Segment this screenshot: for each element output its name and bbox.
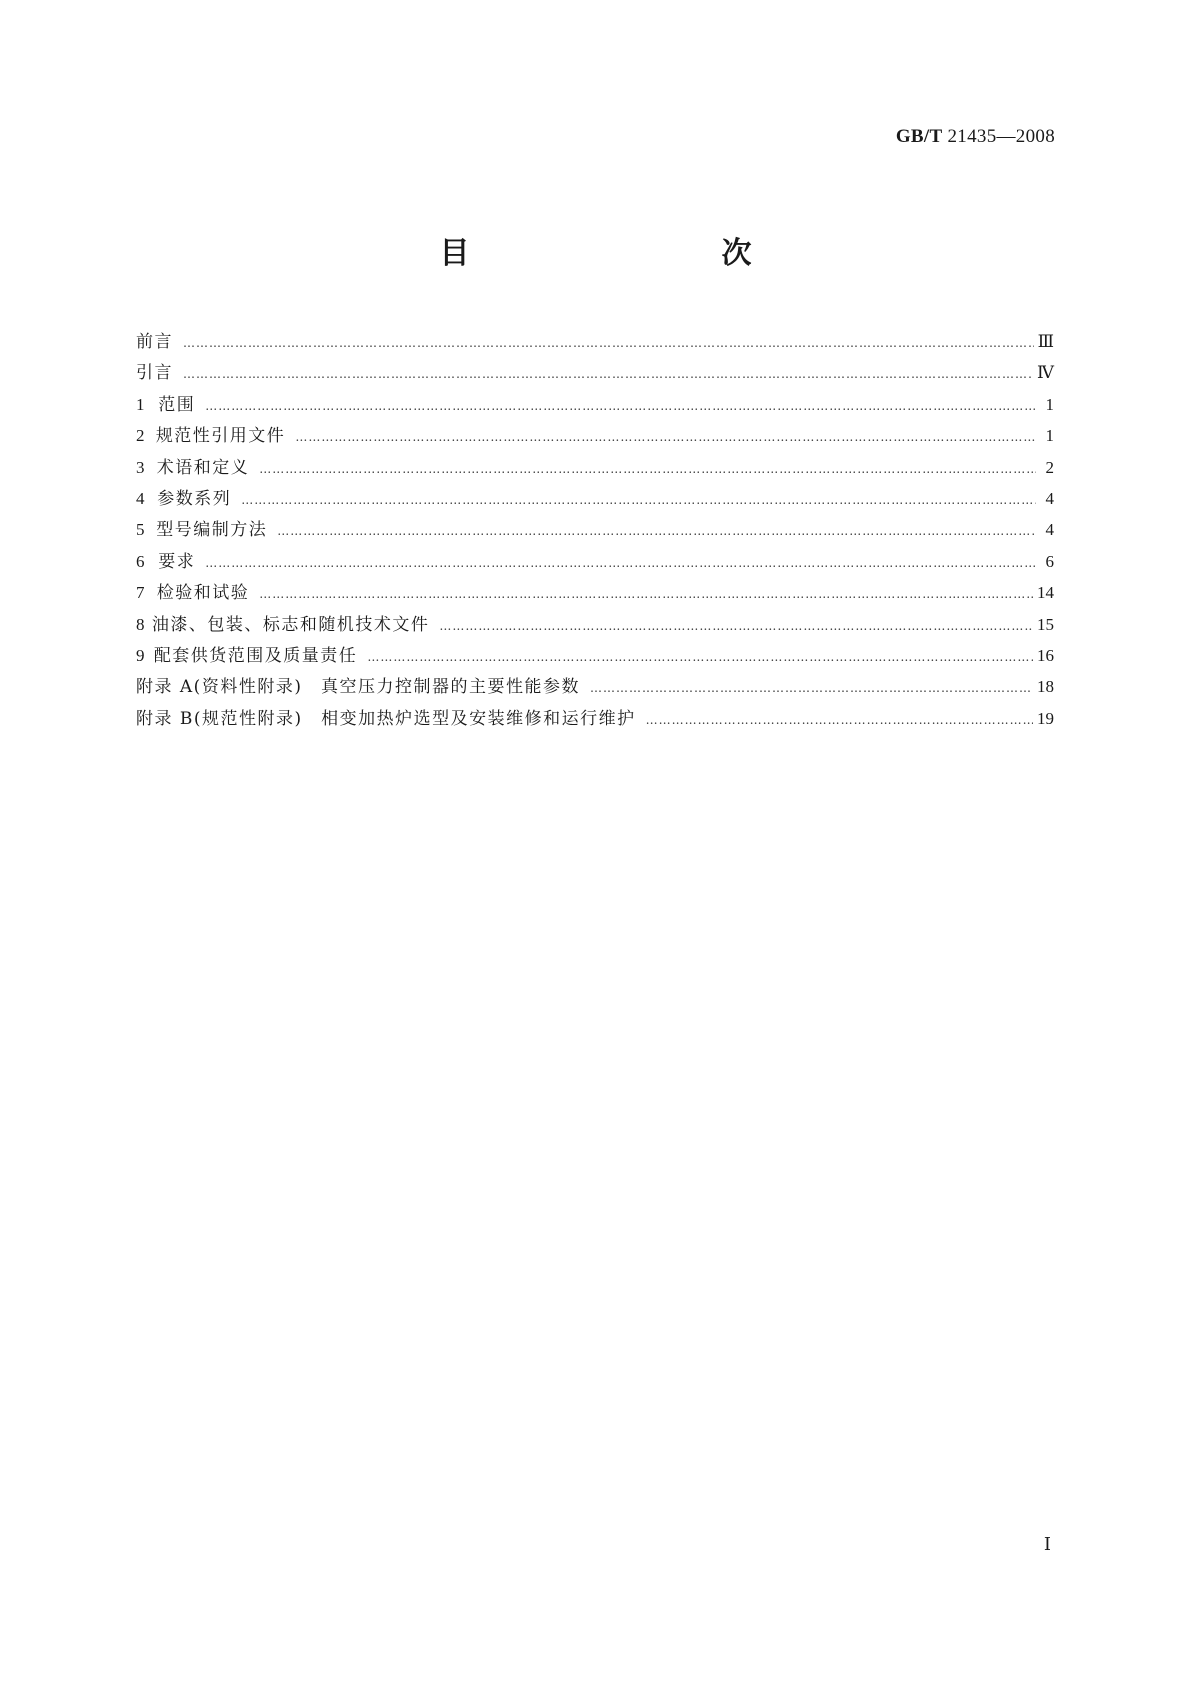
toc-entry-4[interactable] (136, 483, 1054, 514)
toc-entry-7[interactable] (136, 577, 1054, 608)
toc-entry-5[interactable] (136, 514, 1054, 545)
toc-entry-page: 4 (1045, 520, 1054, 540)
toc-entry-label: 油漆、包装、标志和随机技术文件 (151, 614, 430, 635)
toc-entry-label: 检验和试验 (156, 583, 250, 604)
toc-leader-dots (259, 579, 1033, 610)
toc-entry-label: 引言 (136, 363, 173, 384)
toc-entry-label: 配套供货范围及质量责任 (153, 645, 358, 666)
toc-entry-label: 参数系列 (157, 488, 232, 509)
toc-entry-page: 1 (1045, 426, 1054, 446)
toc-entry-6[interactable] (136, 546, 1054, 577)
toc-entry-8[interactable] (136, 609, 1054, 640)
toc-entry-appendix-b[interactable] (136, 703, 1054, 734)
toc-entry-number: 8 (136, 614, 145, 634)
toc-entry-1[interactable] (136, 389, 1054, 420)
toc-entry-appendix-a[interactable] (136, 671, 1054, 702)
toc-leader-dots (205, 391, 1036, 422)
toc-entry-page: 1 (1045, 394, 1054, 414)
toc-entry-label: 规范性引用文件 (155, 426, 286, 447)
toc-entry-page: 15 (1037, 614, 1054, 634)
toc-entry-number: 1 (136, 394, 145, 414)
toc-entry-number: 4 (136, 488, 145, 508)
toc-leader-dots (241, 485, 1036, 516)
toc-entry-label: 范围 (158, 394, 196, 415)
toc-leader-dots (646, 705, 1033, 736)
toc-entry-page: Ⅲ (1037, 332, 1054, 351)
toc-title: 目 次 (439, 236, 816, 271)
toc-entry-page: 16 (1037, 645, 1054, 665)
toc-entry-page: 4 (1045, 488, 1054, 508)
toc-entry-page: 2 (1045, 457, 1054, 477)
toc-entry-page: 19 (1037, 708, 1054, 728)
toc-leader-dots (439, 611, 1033, 642)
standard-code (896, 126, 1055, 148)
toc-entry-page: 14 (1037, 583, 1054, 603)
toc-entry-number: 6 (136, 551, 145, 571)
toc-entry-3[interactable] (136, 452, 1054, 483)
toc-entry-label: 术语和定义 (156, 457, 250, 478)
toc-entry-label: 附录 B(规范性附录) 相变加热炉选型及安装维修和运行维护 (136, 708, 636, 729)
toc-entry-9[interactable] (136, 640, 1054, 671)
toc-leader-dots (183, 359, 1033, 390)
toc-entry-number: 3 (136, 457, 145, 477)
toc-leader-dots (183, 328, 1034, 359)
toc-entry-label: 附录 A(资料性附录) 真空压力控制器的主要性能参数 (136, 677, 580, 698)
standard-code-prefix: GB/T (895, 126, 943, 147)
toc-leader-dots (295, 422, 1036, 453)
toc-leader-dots (259, 454, 1036, 485)
standard-code-number: 21435—2008 (947, 126, 1055, 147)
toc-entry-page: 6 (1045, 551, 1054, 571)
toc-entry-page: Ⅳ (1037, 363, 1054, 383)
toc-leader-dots (590, 673, 1033, 704)
toc-entry-number: 7 (136, 583, 145, 603)
toc-entry-label: 前言 (136, 332, 173, 352)
toc-entry-introduction[interactable] (136, 357, 1054, 388)
toc-entry-number: 2 (136, 426, 145, 446)
table-of-contents (136, 326, 1054, 734)
toc-leader-dots (205, 548, 1036, 579)
toc-entry-label: 要求 (158, 551, 196, 572)
toc-leader-dots (277, 516, 1036, 547)
toc-entry-foreword[interactable] (136, 326, 1054, 357)
toc-entry-label: 型号编制方法 (156, 520, 268, 541)
toc-entry-page: 18 (1037, 677, 1054, 697)
toc-entry-number: 5 (136, 520, 145, 540)
toc-entry-2[interactable] (136, 420, 1054, 451)
page-number: Ⅰ (1043, 1534, 1051, 1554)
toc-entry-number: 9 (136, 645, 145, 665)
toc-leader-dots (367, 642, 1033, 673)
